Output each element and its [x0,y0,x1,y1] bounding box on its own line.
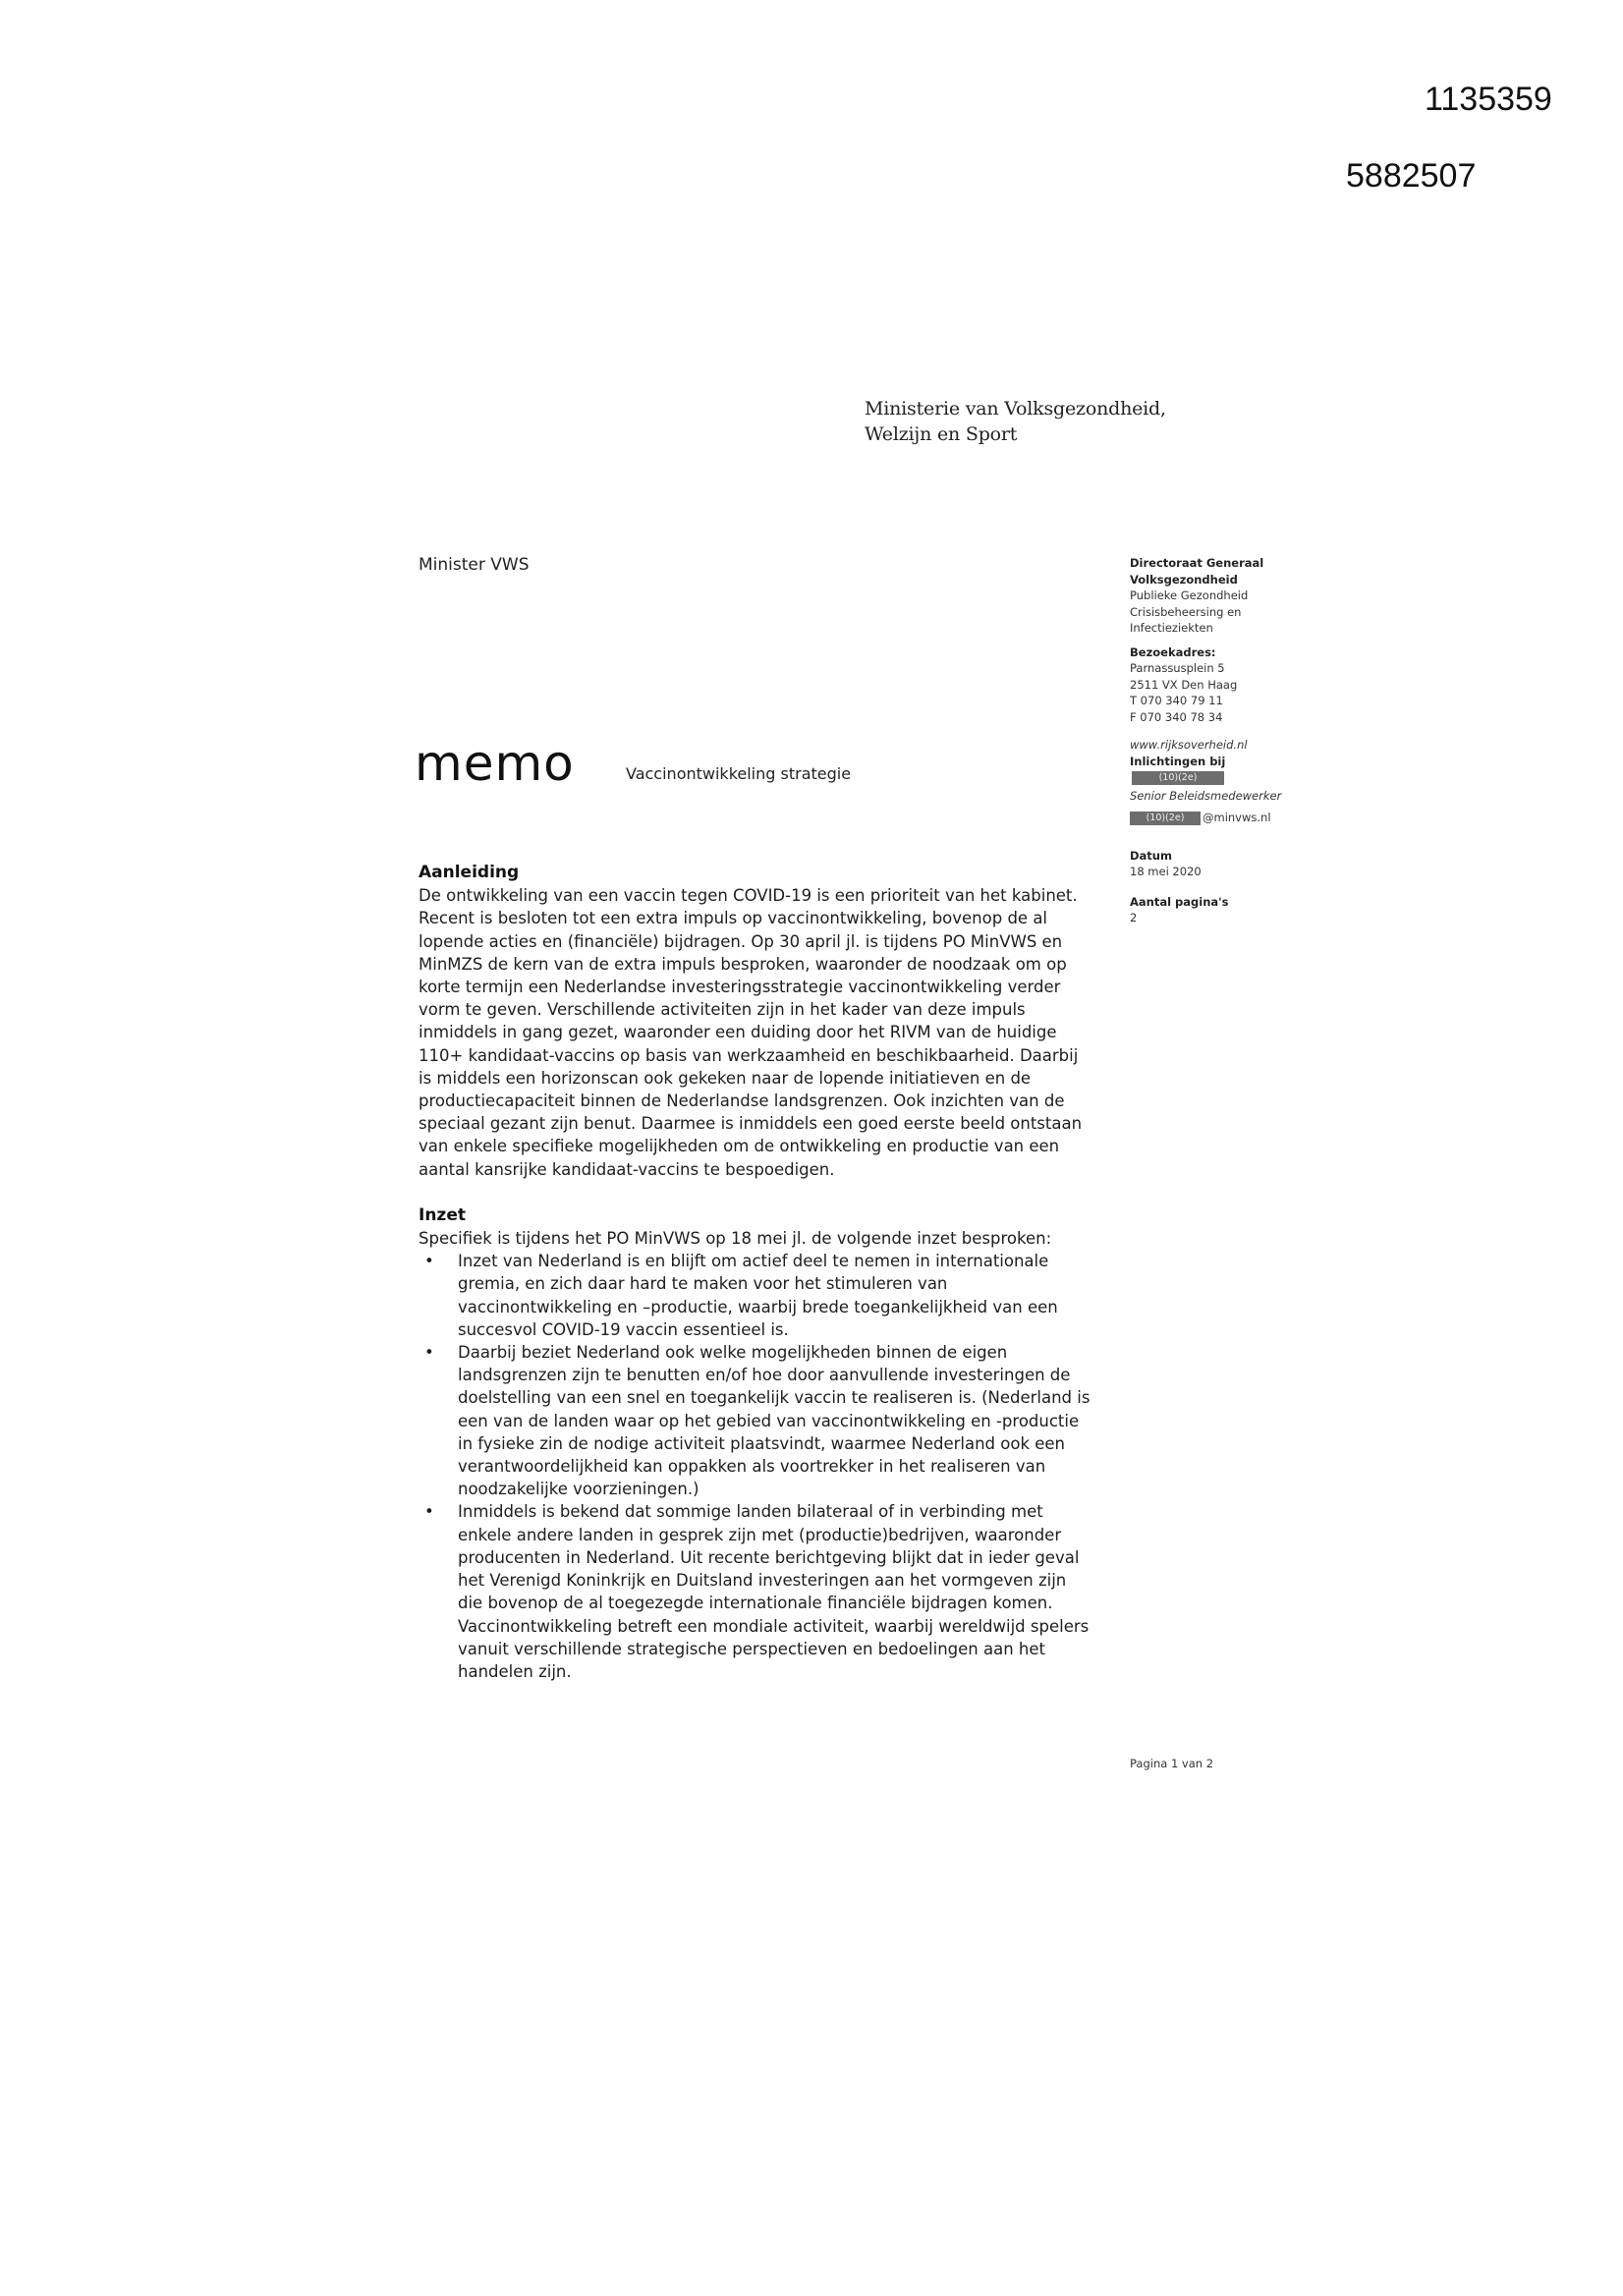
text-line: vanuit verschillende strategische perspectieven en bedoelingen aan het [458,1639,1045,1658]
redaction-box: (10)(2e) [1132,771,1224,785]
text-line: vorm te geven. Verschillende activiteiten zijn in het kader van deze impuls [419,1000,1026,1020]
phone-number: T 070 340 79 11 [1130,694,1223,707]
text-line: het Verenigd Koninkrijk en Duitsland investeringen aan het vormgeven zijn [458,1571,1067,1591]
text-line: productiecapaciteit binnen de Nederlandse landsgrenzen. Ook inzichten van de [419,1092,1065,1111]
addressee: Minister VWS [419,555,530,575]
address-line-2: 2511 VX Den Haag [1130,677,1238,692]
sidebar-info [1130,555,1336,926]
text-line: handelen zijn. [458,1661,572,1681]
email-suffix[interactable]: @minvws.nl [1203,811,1271,824]
text-line: lopende acties en (financiële) bijdragen. Op 30 april jl. is tijdens PO MinVWS en [419,931,1063,951]
dept-line-3: Infectieziekten [1130,621,1213,635]
text-line: is middels een horizonscan ook gekeken naar de lopende initiatieven en de [419,1068,1032,1088]
text-line: een van de landen waar op het gebied van vaccinontwikkeling en -productie [458,1411,1080,1430]
text-line: korte termijn een Nederlandse investeringsstrategie vaccinontwikkeling verder [419,978,1061,997]
section-heading-aanleiding: Aanleiding [419,863,520,882]
inzet-intro: Specifiek is tijdens het PO MinVWS op 18 mei jl. de volgende inzet besproken: [419,1229,1052,1249]
text-line: aantal kansrijke kandidaat-vaccins te bespoedigen. [419,1159,835,1179]
pages-value: 2 [1130,911,1138,924]
bullet-icon: • [424,1343,434,1363]
ministry-line-2: Welzijn en Sport [865,423,1018,445]
visit-address-label: Bezoekadres: [1130,644,1216,659]
text-line: Recent is besloten tot een extra impuls op vaccinontwikkeling, bovenop de al [419,909,1048,928]
pages-label: Aantal pagina's [1130,894,1229,909]
inzet-bullet-list [419,1250,1111,1683]
bullet-icon: • [424,1252,434,1271]
date-value: 18 mei 2020 [1130,865,1202,878]
text-line: Inmiddels is bekend dat sommige landen bilateraal of in verbinding met [458,1502,1043,1522]
memo-body [419,862,1111,1683]
contact-role: Senior Beleidsmedewerker [1130,788,1282,803]
list-item [419,1500,1111,1683]
text-line: vaccinontwikkeling en –productie, waarbij brede toegankelijkheid van een [458,1297,1058,1316]
list-item [419,1250,1111,1341]
memo-logo: memo [415,735,575,792]
text-line: noodzakelijke voorzieningen.) [458,1480,700,1499]
text-line: die bovenop de al toegezegde internationale financiële bijdragen komen. [458,1594,1053,1613]
org-line-1: Directoraat Generaal [1130,556,1264,570]
document-number-1: 1135359 [1425,81,1552,118]
text-line: landsgrenzen zijn te benutten en/of hoe door aanvullende investeringen de [458,1366,1071,1385]
text-line: in fysieke zin de nodige activiteit plaatsvindt, waarmee Nederland ook een [458,1433,1066,1453]
aanleiding-paragraph [419,884,1111,1181]
text-line: gremia, en zich daar hard te maken voor het stimuleren van [458,1274,948,1294]
bullet-icon: • [424,1502,434,1522]
text-line: enkele andere landen in gesprek zijn met (productie)bedrijven, waaronder [458,1525,1062,1544]
memo-subject: Vaccinontwikkeling strategie [626,764,852,783]
contact-label: Inlichtingen bij [1130,754,1226,768]
dept-line-2: Crisisbeheersing en [1130,604,1242,619]
text-line: De ontwikkeling van een vaccin tegen COVID-19 is een prioriteit van het kabinet. [419,886,1078,906]
text-line: Daarbij beziet Nederland ook welke mogelijkheden binnen de eigen [458,1343,1008,1363]
text-line: Inzet van Nederland is en blijft om actief deel te nemen in internationale [458,1252,1049,1271]
text-line: MinMZS de kern van de extra impuls besproken, waaronder de noodzaak om op [419,954,1067,974]
text-line: 110+ kandidaat-vaccins op basis van werkzaamheid en beschikbaarheid. Daarbij [419,1045,1079,1065]
document-number-2: 5882507 [1346,157,1477,195]
ministry-line-1: Ministerie van Volksgezondheid, [865,398,1166,420]
dept-line-1: Publieke Gezondheid [1130,588,1249,602]
text-line: van enkele specifieke mogelijkheden om de ontwikkeling en productie van een [419,1137,1060,1156]
text-line: Vaccinontwikkeling betreft een mondiale activiteit, waarbij wereldwijd spelers [458,1616,1090,1636]
org-line-2: Volksgezondheid [1130,572,1238,587]
page-indicator: Pagina 1 van 2 [1130,1757,1214,1770]
text-line: succesvol COVID-19 vaccin essentieel is. [458,1319,789,1339]
date-label: Datum [1130,848,1172,863]
address-line-1: Parnassusplein 5 [1130,661,1225,675]
website-link[interactable]: www.rijksoverheid.nl [1130,738,1248,752]
redaction-box-email: (10)(2e) [1130,812,1201,825]
text-line: verantwoordelijkheid kan oppakken als voortrekker in het realiseren van [458,1457,1046,1477]
section-heading-inzet: Inzet [419,1204,466,1225]
text-line: inmiddels in gang gezet, waaronder een duiding door het RIVM van de huidige [419,1023,1057,1042]
text-line: doelstelling van een snel en toegankelijk vaccin te realiseren is. (Nederland is [458,1388,1091,1408]
fax-number: F 070 340 78 34 [1130,709,1223,724]
text-line: speciaal gezant zijn benut. Daarmee is inmiddels een goed eerste beeld ontstaan [419,1114,1083,1134]
text-line: producenten in Nederland. Uit recente berichtgeving blijkt dat in ieder geval [458,1547,1080,1567]
list-item [419,1341,1111,1500]
ministry-name [865,396,1166,447]
